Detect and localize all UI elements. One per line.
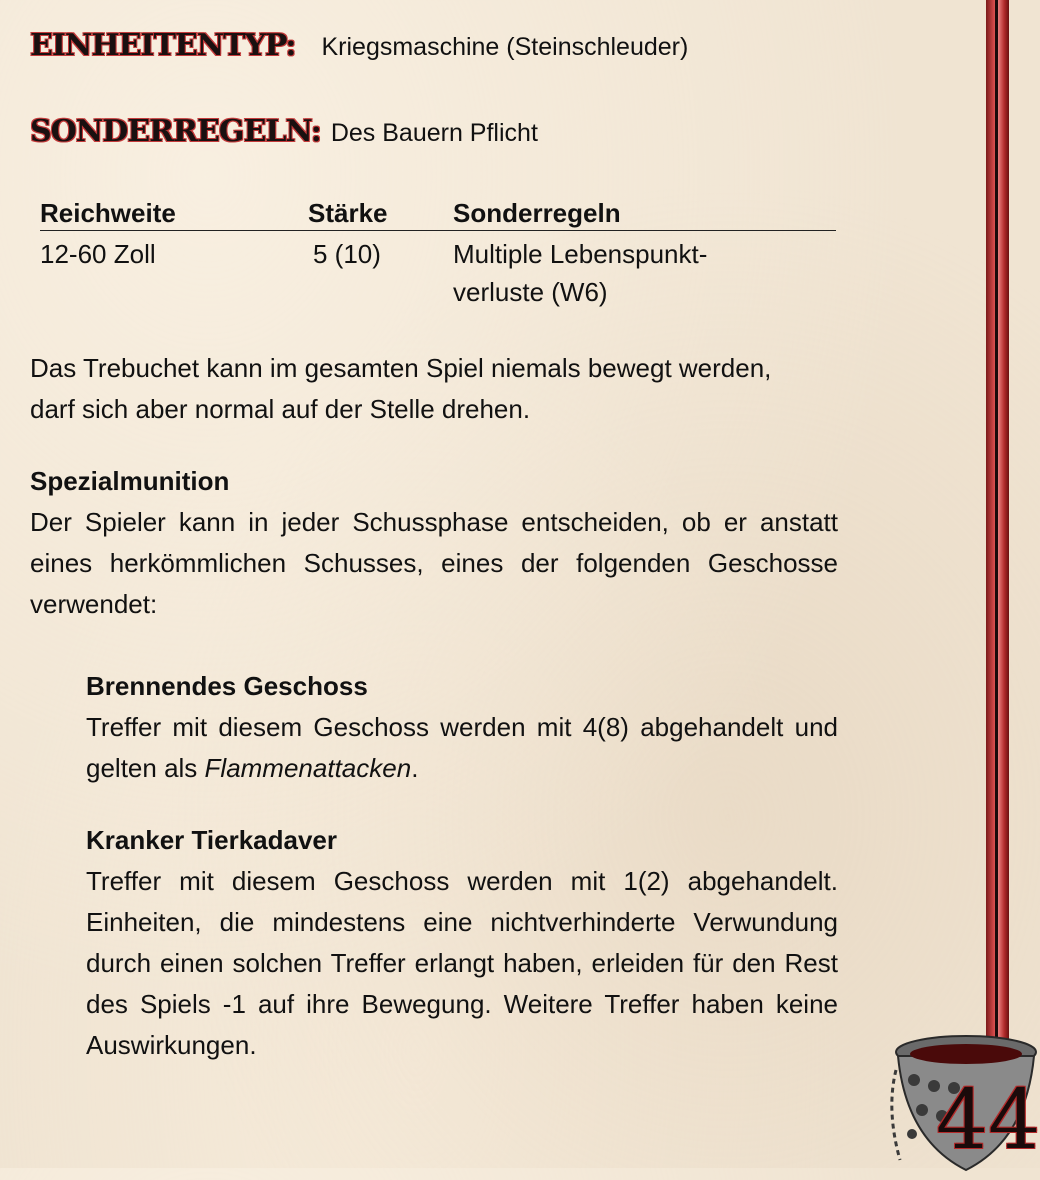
special-ammo-text: Der Spieler kann in jeder Schussphase entscheiden, ob er anstatt eines herkömmlichen Schusses, eines der folgenden Geschosse verwendet: [30,507,838,619]
flame-attacks-term: Flammenattacken [204,753,412,783]
cell-strength: 5 (10) [313,239,381,269]
stats-table-header [40,192,836,231]
unit-type-value: Kriegsmaschine (Steinschleuder) [321,33,689,61]
cell-rules [453,235,753,311]
special-rules-label: SONDERREGELN: [30,114,321,149]
cell-range: 12-60 Zoll [40,239,156,269]
column-header-range: Reichweite [40,198,176,228]
burning-shot-text [86,707,838,789]
intro-paragraph [30,348,838,430]
special-rules-row [30,114,538,149]
cell-rules-line2: verluste (W6) [453,277,608,307]
column-header-strength: Stärke [308,198,388,228]
special-rules-value: Des Bauern Pflicht [330,119,538,147]
stats-table [40,192,836,311]
table-row [40,231,836,311]
intro-line-2: darf sich aber normal auf der Stelle drehen. [30,394,531,424]
cell-rules-line1: Multiple Lebenspunkt- [453,239,708,269]
special-ammo-section [30,461,838,625]
carcass-shot-text: Treffer mit diesem Geschoss werden mit 1(2) abgehandelt. Einheiten, die mindestens eine nichtverhinderte Verwundung durch einen solchen Treffer erlangt haben, erleiden für den Rest des Spiels -1 auf ihre Bewegung. Weitere Treffer haben keine Auswirkungen. [86,866,838,1060]
pillar-shadow-line [995,0,998,1060]
special-ammo-title: Spezialmunition [30,466,230,496]
burning-shot-title: Brennendes Geschoss [86,671,368,701]
burning-shot-text-end: . [411,753,419,783]
burning-shot-section [86,666,838,789]
column-header-rules: Sonderregeln [453,198,621,228]
carcass-shot-title: Kranker Tierkadaver [86,825,338,855]
unit-type-row [30,28,688,63]
intro-line-1: Das Trebuchet kann im gesamten Spiel niemals bewegt werden, [30,353,772,383]
burning-shot-text-main: Treffer mit diesem Geschoss werden mit 4(8) abgehandelt und gelten als [86,712,838,783]
page-number: 44 [936,1073,1040,1168]
carcass-shot-section [86,820,838,1066]
unit-type-label: EINHEITENTYP: [30,28,296,63]
